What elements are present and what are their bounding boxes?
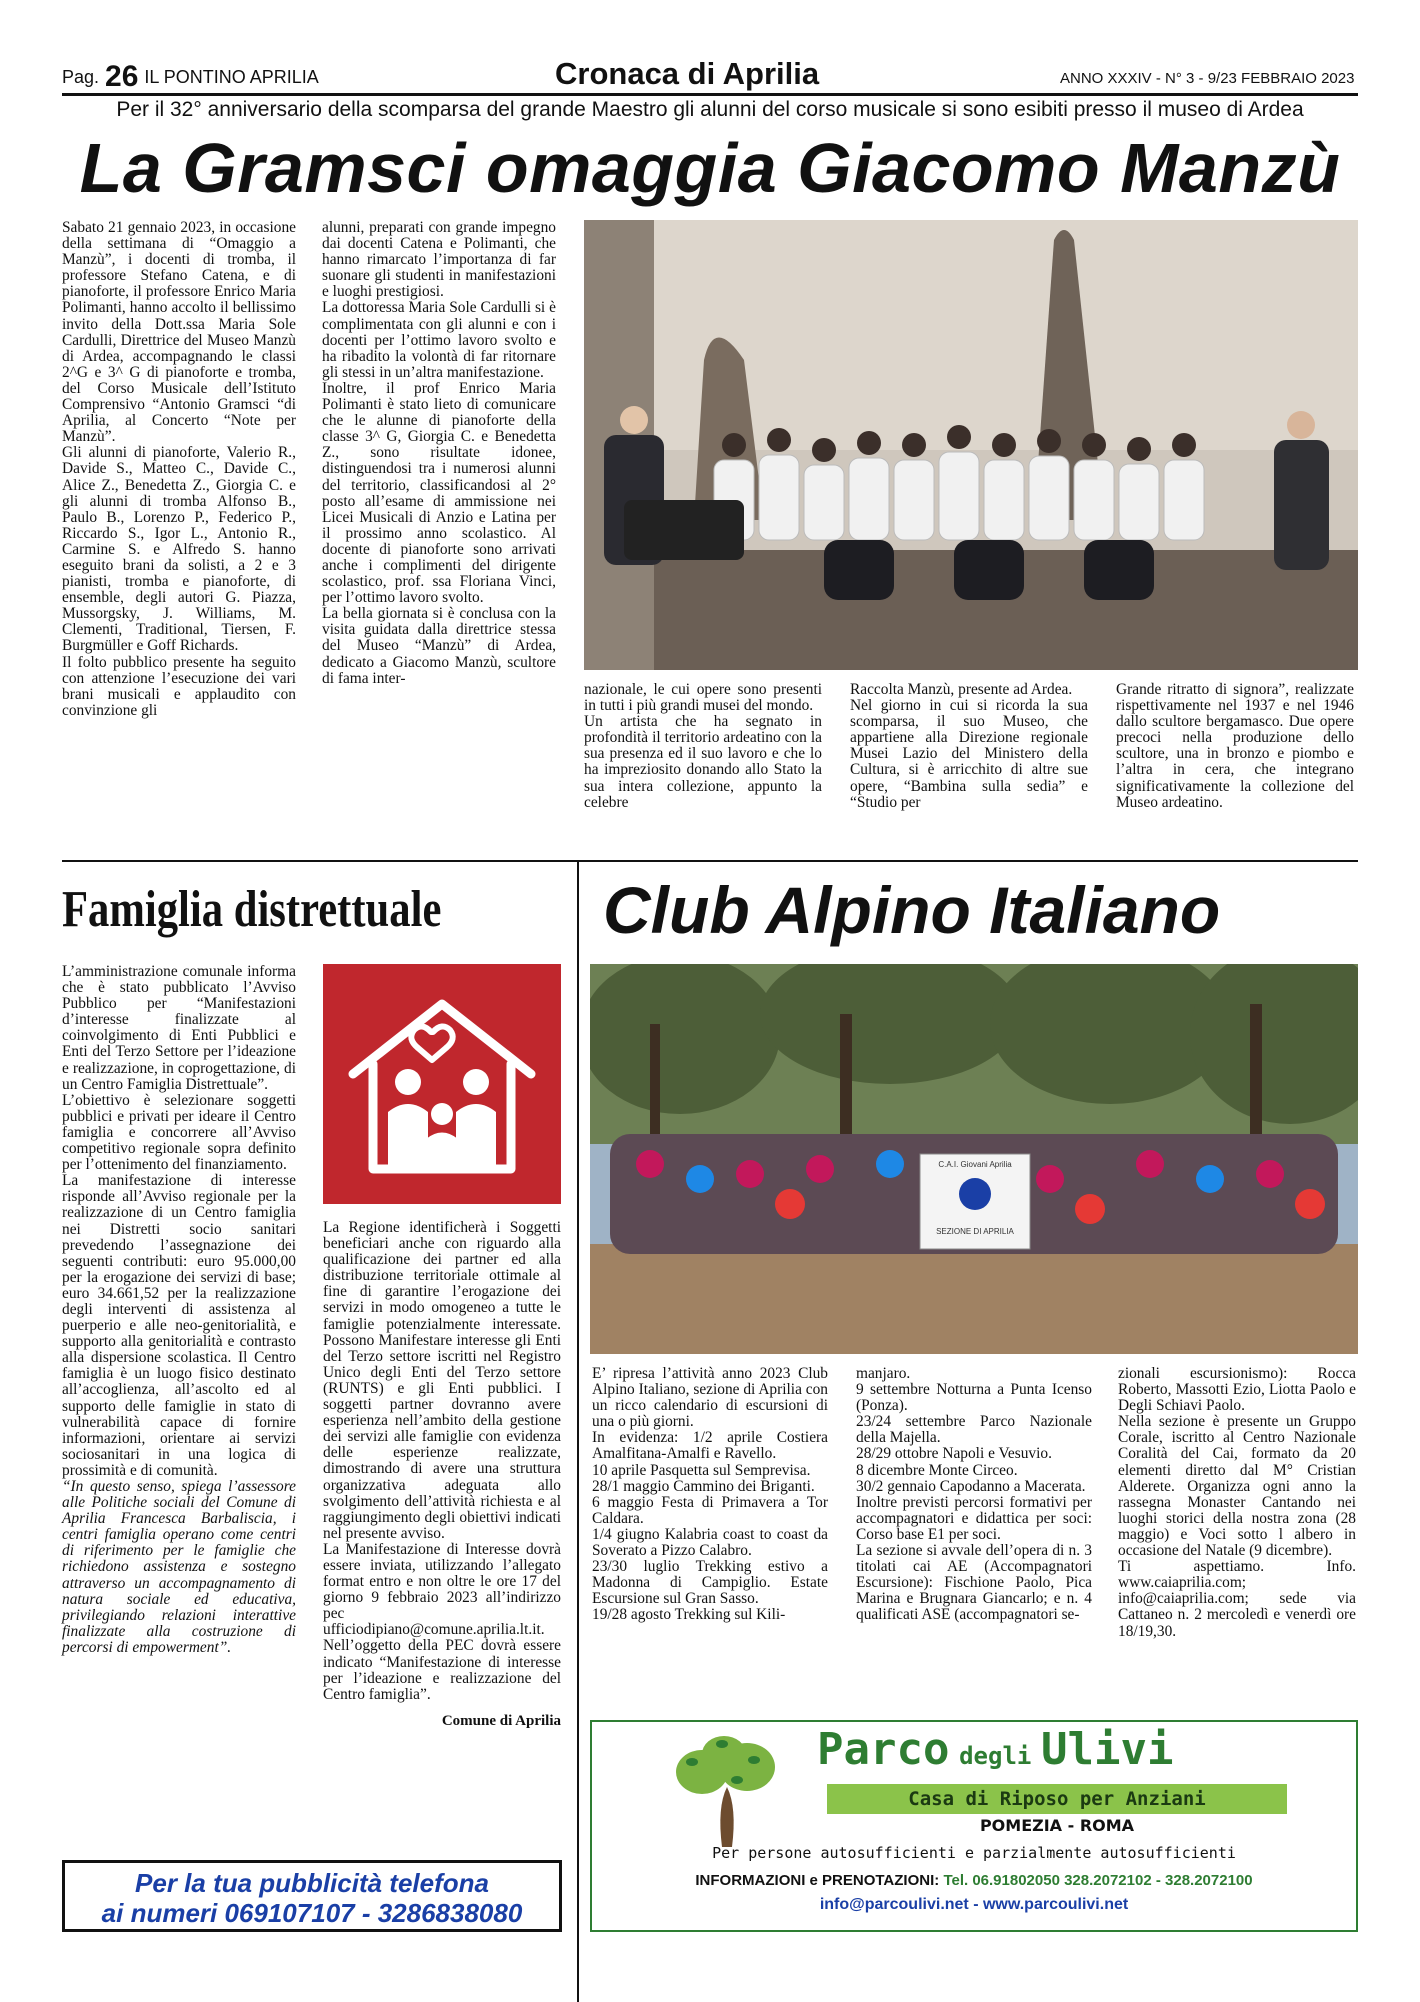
banner-text-bottom: SEZIONE DI APRILIA — [936, 1227, 1014, 1236]
paragraph: Inoltre, il prof Enrico Maria Polimanti è stato lieto di comunicare che le alunne di pianoforte della classe 3^ G, Giorgia C. e Benedetta Z., sono risultate idonee, distinguendosi tra i numerosi alunni del territorio, classificandosi al 2° posto all’esame di ammissione nei Licei Musicali di Anzio e Latina per il prossimo anno scolastico. Al docente di pianoforte sono arrivati anche i complimenti del dirigente scolastico, prof. ssa Floriana Vinci, per l’ottimo lavoro svolto. — [322, 379, 556, 607]
issue-info: ANNO XXXIV - N° 3 - 9/23 FEBBRAIO 2023 — [1060, 70, 1355, 87]
article1-col1 — [62, 220, 296, 719]
paragraph: 8 dicembre Monte Circeo. — [856, 1461, 1018, 1479]
paragraph: La dottoressa Maria Sole Cardulli si è complimentata con gli alunni e con i docenti per l’ottimo lavoro svolto e ha ribadito la volontà di far ritornare gli stessi in un’altra manifestazione. — [322, 299, 556, 381]
hiking-group-photo — [590, 964, 1358, 1354]
paragraph: 30/2 gennaio Capodanno a Macerata. — [856, 1477, 1086, 1495]
ad-tagline: Per persone autosufficienti e parzialmente autosufficienti — [712, 1844, 1236, 1862]
paragraph: La Manifestazione di Interesse dovrà essere inviata, utilizzando l’allegato format entro e non oltre le ore 17 del giorno 9 febbraio 2023 all’indirizzo pec ufficiodipiano@comune.aprilia.lt.it. Nell’oggetto della PEC dovrà essere indicato “Manifestazione di interesse per l’ideazione e realizzazione del Centro famiglia”. — [323, 1540, 561, 1703]
paragraph: 10 aprile Pasquetta sul Semprevisa. — [592, 1461, 811, 1479]
article1-col2 — [322, 220, 556, 687]
article3-headline: Club Alpino Italiano — [603, 873, 1221, 947]
article2-signature: Comune di Aprilia — [441, 1712, 561, 1729]
paragraph: L’obiettivo è selezionare soggetti pubblici e privati per ideare il Centro famiglia e concorrere all’Avviso competitivo regionale sopra definito per l’ottenimento del finanziamento. — [62, 1091, 296, 1174]
article2-col1 — [62, 964, 296, 1656]
column-divider — [577, 862, 579, 2002]
ad-location: POMEZIA - ROMA — [979, 1816, 1135, 1835]
paragraph: Un artista che ha segnato in profondità il territorio ardeatino con la sua presenza ed il suo lavoro e che lo ha impreziosito donando allo Stato la sua intera collezione, appunto la celebre — [584, 713, 822, 811]
paragraph: 28/29 ottobre Napoli e Vesuvio. — [856, 1445, 1052, 1463]
header-rule — [62, 93, 1358, 96]
paragraph: 9 settembre Notturna a Punta Icenso (Ponza). — [856, 1381, 1092, 1415]
paragraph: 23/30 luglio Trekking estivo a Madonna di Campiglio. Estate Escursione sul Gran Sasso. — [592, 1558, 828, 1608]
paragraph: manjaro. — [856, 1365, 911, 1382]
phone-in-foreground — [624, 500, 744, 560]
paragraph: Raccolta Manzù, presente ad Ardea. — [850, 681, 1073, 698]
promo-line1: Per la tua pubblicità telefona — [135, 1868, 489, 1898]
article3-col2 — [856, 1366, 1092, 1624]
paragraph: L’amministrazione comunale informa che è stato pubblicato l’Avviso Pubblico per “Manifestazioni d’interesse finalizzate al coinvolgimento di Enti Pubblici e Enti del Terzo Settore per l’ideazione e realizzazione, in coprogettazione, di un Centro Famiglia Distrettuale”. — [62, 963, 296, 1093]
ad-info-label: INFORMAZIONI e PRENOTAZIONI: — [695, 1872, 940, 1889]
section-divider — [62, 860, 1358, 862]
paragraph: Grande ritratto di signora”, realizzate rispettivamente nel 1937 e nel 1946 dallo scultore bergamasco. Due opere precoci nella produzione dello scultore, una in bronzo e piombo e l’altra in cera, che integrano significativamente la collezione del Museo ardeatino. — [1116, 681, 1354, 811]
promo-line2: ai numeri 069107107 - 3286838080 — [101, 1898, 523, 1928]
ad-brand — [817, 1724, 1173, 1775]
concert-photo — [584, 220, 1358, 670]
paragraph: In evidenza: 1/2 aprile Costiera Amalfitana-Amalfi e Ravello. — [592, 1429, 828, 1463]
quote-paragraph: “In questo senso, spiega l’assessore alle Politiche sociali del Comune di Aprilia Francesca Barbaliscia, i centri famiglia operano come centri di riferimento per le famiglie che richiedono assistenza e sostegno attraverso un accompagnamento di natura sociale ed educativa, privilegiando relazioni interattive finalizzate alla costruzione di percorsi di empowerment”. — [62, 1478, 296, 1656]
olive-tree-logo — [662, 1732, 792, 1852]
paragraph: 23/24 settembre Parco Nazionale della Majella. — [856, 1413, 1092, 1447]
paragraph: 19/28 agosto Trekking sul Kili- — [592, 1606, 786, 1624]
article2-col2 — [323, 1220, 561, 1729]
paragraph: La bella giornata si è conclusa con la visita guidata dalla direttrice stessa del Museo “Manzù” di Ardea, dedicato a Giacomo Manzù, scultore di fama inter- — [322, 605, 556, 687]
paragraph: nazionale, le cui opere sono presenti in tutti i più grandi musei del mondo. — [584, 681, 822, 715]
parco-ulivi-ad — [590, 1720, 1358, 1932]
brand-word-degli: degli — [959, 1742, 1032, 1770]
page-label: Pag. — [62, 67, 100, 87]
ad-contact-line — [592, 1872, 1356, 1889]
article1-headline: La Gramsci omaggia Giacomo Manzù — [79, 129, 1341, 207]
ad-subtitle: Casa di Riposo per Anziani — [827, 1784, 1287, 1814]
brand-word-parco: Parco — [817, 1724, 950, 1775]
paragraph: Nel giorno in cui si ricorda la sua scomparsa, il suo Museo, che appartiene alla Direzione regionale Musei Lazio del Ministero della Cultura, si è arricchito di altre sue opere, “Bambina sulla sedia” e “Studio per — [850, 697, 1088, 811]
advertising-promo-box — [62, 1860, 562, 1932]
ad-phones: Tel. 06.91802050 328.2072102 - 328.2072100 — [943, 1872, 1253, 1889]
page-number: 26 — [105, 60, 139, 93]
concert-photo-illustration — [584, 220, 1358, 670]
page-folio — [62, 60, 319, 94]
article1-col4 — [850, 682, 1088, 811]
paragraph: 6 maggio Festa di Primavera a Tor Caldara. — [592, 1493, 828, 1527]
section-title: Cronaca di Aprilia — [555, 56, 820, 91]
paragraph: E’ ripresa l’attività anno 2023 Club Alpino Italiano, sezione di Aprilia con un ricco calendario di escursioni di una o più giorni. — [592, 1365, 828, 1431]
paragraph: Il folto pubblico presente ha seguito con attenzione l’esecuzione dei vari brani musicali e applaudito con convinzione gli — [62, 653, 296, 719]
article1-col5 — [1116, 682, 1354, 811]
article3-col1 — [592, 1366, 828, 1624]
family-house-icon — [323, 964, 561, 1204]
publication-name: IL PONTINO APRILIA — [144, 67, 319, 87]
paragraph: La sezione si avvale dell’opera di n. 3 titolati cai AE (Accompagnatori Escursione): Fischione Paolo, Pica Marina e Brugnara Giancarlo; e n. 4 qualificati ASE (accompagnatori se- — [856, 1542, 1092, 1624]
hiking-group-illustration — [590, 964, 1358, 1354]
banner-text-top: C.A.I. Giovani Aprilia — [938, 1160, 1012, 1169]
article1-col3 — [584, 682, 822, 811]
paragraph: Nella sezione è presente un Gruppo Corale, iscritto al Centro Nazionale Coralità del Cai, formato da 20 elementi diretto dal M° Cristian Alderete. Organizza ogni anno la rassegna Monaster Cantando nei luoghi storici della nostra zona (28 maggio) e Voci sotto l albero in occasione del Natale (9 dicembre). — [1118, 1413, 1356, 1560]
paragraph: Sabato 21 gennaio 2023, in occasione della settimana di “Omaggio a Manzù”, i docenti di tromba, il professore Stefano Catena, e di pianoforte, il professore Enrico Maria Polimanti, hanno accolto il bellissimo invito della Dott.ssa Maria Sole Cardulli, Direttrice del Museo Manzù di Ardea, accompagnando le classi 2^G e 3^ G di pianoforte e tromba, del Corso Musicale dell’Istituto Comprensivo “Antonio Gramsci “di Aprilia, al Concerto “Note per Manzù”. — [62, 219, 296, 446]
paragraph: 1/4 giugno Kalabria coast to coast da Soverato a Pizzo Calabro. — [592, 1525, 828, 1560]
paragraph: 28/1 maggio Cammino dei Briganti. — [592, 1477, 815, 1495]
brand-word-ulivi: Ulivi — [1040, 1724, 1174, 1775]
article3-col3 — [1118, 1366, 1356, 1640]
paragraph: Inoltre previsti percorsi formativi per accompagnatori e didattica per soci: Corso base E1 per soci. — [856, 1493, 1092, 1543]
paragraph: Ti aspettiamo. Info. www.caiaprilia.com; info@caiaprilia.com; sede via Cattaneo n. 2 mercoledì e venerdì ore 18/19,30. — [1118, 1558, 1356, 1640]
article2-headline: Famiglia distrettuale — [62, 881, 442, 938]
paragraph: zionali escursionismo): Rocca Roberto, Massotti Ezio, Liotta Paolo e Degli Schiavi Paolo. — [1118, 1365, 1356, 1415]
paragraph: alunni, preparati con grande impegno dai docenti Catena e Polimanti, che hanno rimarcato l’importanza di far suonare gli studenti in manifestazioni e luoghi prestigiosi. — [322, 219, 556, 301]
ad-web: info@parcoulivi.net - www.parcoulivi.net — [819, 1896, 1129, 1913]
paragraph: La Regione identificherà i Soggetti beneficiari anche con riguardo alla qualificazione dei partner ed alla distribuzione territoriale ottimale al fine di garantire l’erogazione dei servizi in modo omogeneo a tutte le famiglie potenzialmente interessate. Possono Manifestare interesse gli Enti del Terzo settore iscritti nel Registro Unico degli Enti del Terzo settore (RUNTS) e gli Enti pubblici. I soggetti partner dovranno avere esperienza nell’ambito della gestione dei servizi alle famiglie con evidenza delle esperienze realizzate, dimostrando di avere una struttura organizzativa adeguata allo svolgimento dell’attività richiesta e al raggiungimento degli obiettivi indicati nel presente avviso. — [323, 1219, 561, 1542]
paragraph: Gli alunni di pianoforte, Valerio R., Davide S., Matteo C., Davide C., Alice Z., Benedetta Z., Giorgia C. e gli alunni di tromba Alfonso B., Paulo B., Lorenzo P., Federico P., Riccardo S., Igor L., Antonio R., Carmine S. e Alfredo S. hanno eseguito brani da solisti, a 2 e 3 pianisti, tromba e pianoforte, di ensemble, degli autori G. Piazza, Mussorgsky, J. Williams, M. Clementi, Traditional, Tiersen, F. Burgmüller e Goff Richards. — [62, 444, 296, 655]
article1-kicker: Per il 32° anniversario della scomparsa del grande Maestro gli alunni del corso musicale si sono esibiti presso il museo di Ardea — [116, 98, 1304, 121]
paragraph: La manifestazione di interesse risponde all’Avviso regionale per la realizzazione di un Centro famiglia nei Distretti socio sanitari prevedendo l’assegnazione dei seguenti contributi: euro 95.000,00 per la erogazione dei servizi di base; euro 34.661,52 per la realizzazione degli interventi di assistenza al puerperio e alle neo-genitorialità, e supporto alla genitorialità e contrasto alla dispersione scolastica. Il Centro famiglia è un luogo fisico destinato all’accoglienza, all’ascolto ed al supporto delle famiglie in stato di vulnerabilità capace di fornire informazioni, orientare ai servizi sociosanitari in una logica di prossimità e di comunità. — [62, 1172, 296, 1479]
